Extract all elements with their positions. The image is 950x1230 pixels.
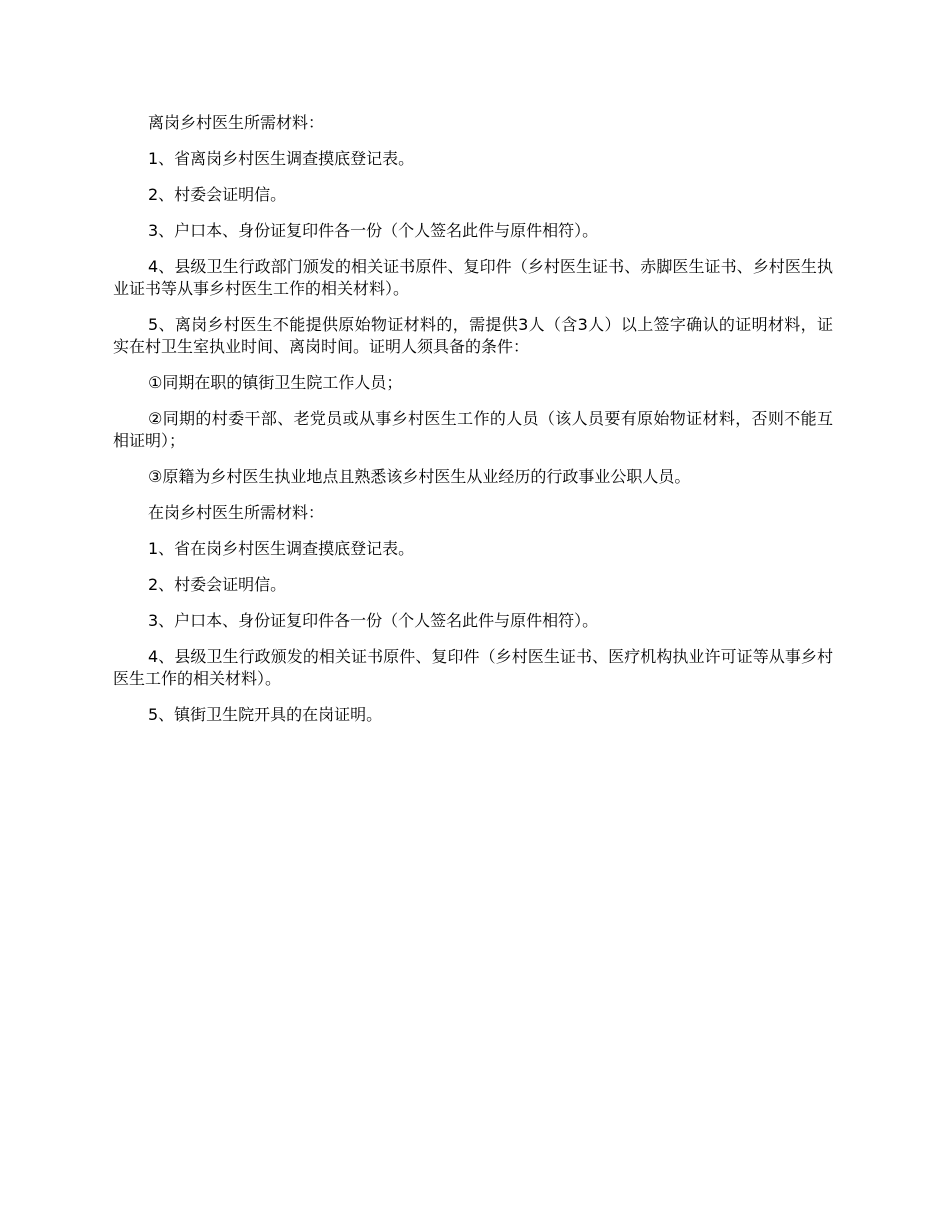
list-item: 3、户口本、身份证复印件各一份（个人签名此件与原件相符）。 (148, 611, 599, 630)
document-body (113, 112, 833, 740)
list-item: 2、村委会证明信。 (148, 575, 287, 594)
list-item: 2、村委会证明信。 (148, 185, 287, 204)
sub-list-item: ③原籍为乡村医生执业地点且熟悉该乡村医生从业经历的行政事业公职人员。 (148, 467, 691, 486)
section-heading-onduty: 在岗乡村医生所需材料： (148, 503, 325, 522)
list-item: 4、县级卫生行政颁发的相关证书原件、复印件（乡村医生证书、医疗机构执业许可证等从事乡村医生工作的相关材料）。 (113, 647, 833, 688)
section-heading-offduty: 离岗乡村医生所需材料： (148, 113, 325, 132)
sub-list-item: ②同期的村委干部、老党员或从事乡村医生工作的人员（该人员要有原始物证材料，否则不能互相证明）； (113, 409, 833, 450)
sub-list-item: ①同期在职的镇街卫生院工作人员； (148, 373, 403, 392)
list-item: 5、镇街卫生院开具的在岗证明。 (148, 705, 383, 724)
list-item: 5、离岗乡村医生不能提供原始物证材料的，需提供3人（含3人）以上签字确认的证明材料，证实在村卫生室执业时间、离岗时间。证明人须具备的条件： (113, 315, 833, 356)
list-item: 1、省在岗乡村医生调查摸底登记表。 (148, 539, 415, 558)
list-item: 3、户口本、身份证复印件各一份（个人签名此件与原件相符）。 (148, 221, 599, 240)
list-item: 4、县级卫生行政部门颁发的相关证书原件、复印件（乡村医生证书、赤脚医生证书、乡村医生执业证书等从事乡村医生工作的相关材料）。 (113, 257, 833, 298)
list-item: 1、省离岗乡村医生调查摸底登记表。 (148, 149, 415, 168)
